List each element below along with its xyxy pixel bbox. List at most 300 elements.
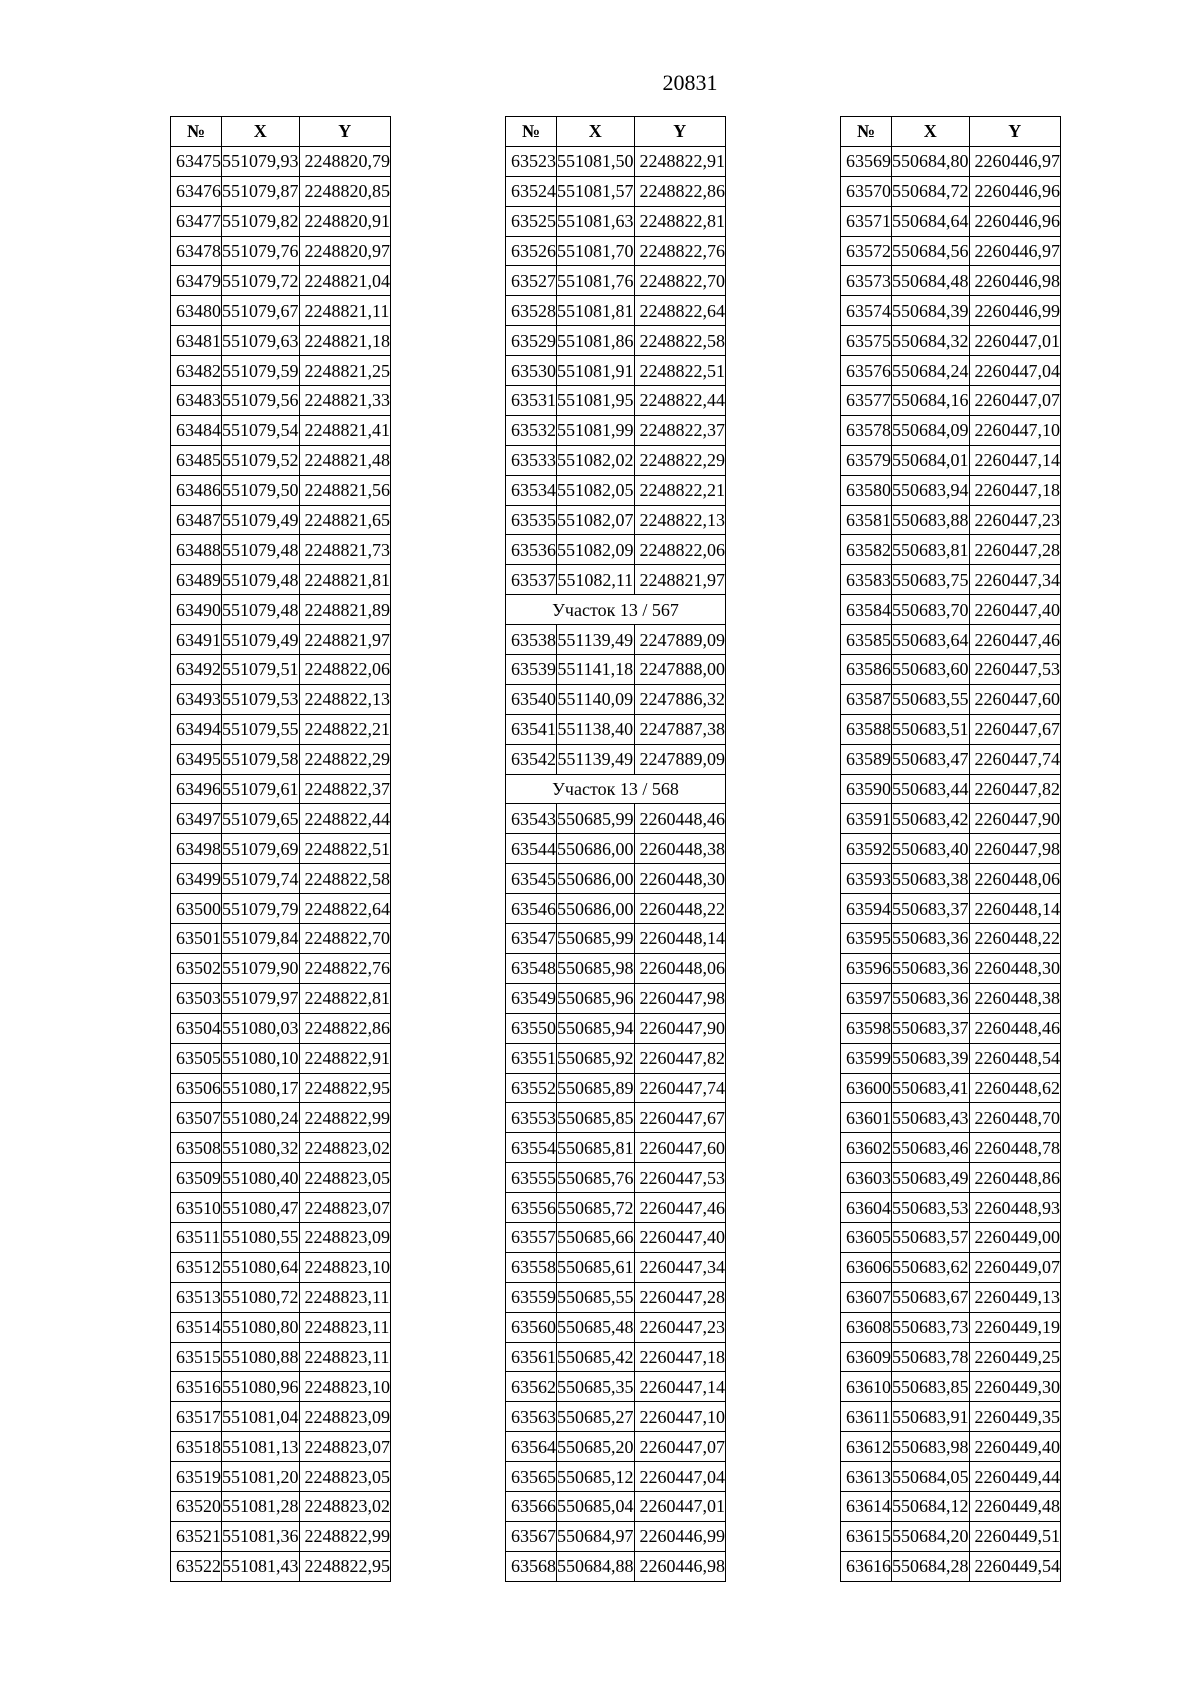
point-number: 63510 xyxy=(171,1193,222,1223)
y-value: 2248823,11 xyxy=(299,1282,391,1312)
y-value: 2248822,37 xyxy=(634,415,726,445)
section-row xyxy=(506,595,726,625)
y-value: 2260447,90 xyxy=(969,804,1061,834)
y-value: 2260447,34 xyxy=(969,565,1061,595)
table-row xyxy=(506,1342,726,1372)
y-value: 2248822,29 xyxy=(634,445,726,475)
table-row xyxy=(506,326,726,356)
table-row xyxy=(841,625,1061,655)
point-number: 63544 xyxy=(506,834,557,864)
x-value: 551079,90 xyxy=(222,953,300,983)
x-value: 550683,70 xyxy=(892,595,970,625)
y-value: 2248823,10 xyxy=(299,1372,391,1402)
table-row xyxy=(841,535,1061,565)
x-value: 551079,67 xyxy=(222,296,300,326)
point-number: 63540 xyxy=(506,684,557,714)
table-row xyxy=(171,1163,391,1193)
y-value: 2248822,95 xyxy=(299,1551,391,1581)
x-value: 550685,99 xyxy=(557,924,635,954)
y-value: 2260447,14 xyxy=(634,1372,726,1402)
x-value: 550683,38 xyxy=(892,864,970,894)
point-number: 63520 xyxy=(171,1491,222,1521)
table-header-row xyxy=(841,117,1061,147)
point-number: 63555 xyxy=(506,1163,557,1193)
table-row xyxy=(841,1342,1061,1372)
x-value: 550685,98 xyxy=(557,953,635,983)
table-row xyxy=(171,1073,391,1103)
x-value: 550683,94 xyxy=(892,475,970,505)
point-number: 63566 xyxy=(506,1491,557,1521)
point-number: 63604 xyxy=(841,1193,892,1223)
x-value: 551139,49 xyxy=(557,744,635,774)
y-value: 2260447,18 xyxy=(969,475,1061,505)
x-value: 551079,69 xyxy=(222,834,300,864)
table-row xyxy=(171,1432,391,1462)
x-value: 551079,74 xyxy=(222,864,300,894)
point-number: 63586 xyxy=(841,655,892,685)
point-number: 63504 xyxy=(171,1013,222,1043)
table-row xyxy=(171,326,391,356)
y-value: 2260448,86 xyxy=(969,1163,1061,1193)
point-number: 63508 xyxy=(171,1133,222,1163)
x-value: 551079,87 xyxy=(222,176,300,206)
table-row xyxy=(171,894,391,924)
x-value: 550683,62 xyxy=(892,1252,970,1282)
x-value: 551081,76 xyxy=(557,266,635,296)
y-value: 2260447,04 xyxy=(634,1462,726,1492)
y-value: 2260448,14 xyxy=(969,894,1061,924)
point-number: 63561 xyxy=(506,1342,557,1372)
y-value: 2260448,06 xyxy=(634,953,726,983)
x-value: 550683,36 xyxy=(892,983,970,1013)
point-number: 63560 xyxy=(506,1312,557,1342)
x-value: 550684,56 xyxy=(892,236,970,266)
point-number: 63549 xyxy=(506,983,557,1013)
table-row xyxy=(841,1252,1061,1282)
table-row xyxy=(506,804,726,834)
table-row xyxy=(506,1163,726,1193)
x-value: 550683,42 xyxy=(892,804,970,834)
y-value: 2260448,38 xyxy=(634,834,726,864)
point-number: 63564 xyxy=(506,1432,557,1462)
x-value: 551079,52 xyxy=(222,445,300,475)
point-number: 63550 xyxy=(506,1013,557,1043)
y-value: 2260447,46 xyxy=(969,625,1061,655)
table-row xyxy=(171,684,391,714)
table-row xyxy=(841,834,1061,864)
x-value: 550683,78 xyxy=(892,1342,970,1372)
point-number: 63531 xyxy=(506,386,557,416)
point-number: 63606 xyxy=(841,1252,892,1282)
table-row xyxy=(506,475,726,505)
coordinate-table-3 xyxy=(840,116,1061,1582)
y-value: 2260446,99 xyxy=(634,1521,726,1551)
table-row xyxy=(171,625,391,655)
point-number: 63502 xyxy=(171,953,222,983)
table-row xyxy=(506,655,726,685)
x-value: 550683,44 xyxy=(892,774,970,804)
x-value: 551080,03 xyxy=(222,1013,300,1043)
x-value: 550684,39 xyxy=(892,296,970,326)
point-number: 63592 xyxy=(841,834,892,864)
point-number: 63523 xyxy=(506,146,557,176)
x-value: 551082,05 xyxy=(557,475,635,505)
y-value: 2248823,02 xyxy=(299,1133,391,1163)
x-value: 551079,48 xyxy=(222,595,300,625)
table-row xyxy=(841,1282,1061,1312)
table-row xyxy=(506,983,726,1013)
point-number: 63543 xyxy=(506,804,557,834)
y-value: 2248821,11 xyxy=(299,296,391,326)
point-number: 63562 xyxy=(506,1372,557,1402)
table-row xyxy=(841,1551,1061,1581)
table-row xyxy=(841,864,1061,894)
y-value: 2248822,13 xyxy=(299,684,391,714)
x-value: 550684,97 xyxy=(557,1521,635,1551)
x-value: 551079,61 xyxy=(222,774,300,804)
y-value: 2260448,38 xyxy=(969,983,1061,1013)
table-header-row xyxy=(171,117,391,147)
y-value: 2260449,25 xyxy=(969,1342,1061,1372)
table-row xyxy=(841,924,1061,954)
table-row xyxy=(506,1402,726,1432)
y-value: 2260449,35 xyxy=(969,1402,1061,1432)
x-value: 551081,70 xyxy=(557,236,635,266)
x-value: 551080,55 xyxy=(222,1222,300,1252)
x-value: 551079,65 xyxy=(222,804,300,834)
y-value: 2260447,74 xyxy=(969,744,1061,774)
y-value: 2260447,82 xyxy=(969,774,1061,804)
y-value: 2248822,21 xyxy=(634,475,726,505)
table-row xyxy=(841,655,1061,685)
point-number: 63488 xyxy=(171,535,222,565)
y-value: 2248821,33 xyxy=(299,386,391,416)
point-number: 63616 xyxy=(841,1551,892,1581)
y-value: 2260448,06 xyxy=(969,864,1061,894)
y-value: 2260446,98 xyxy=(634,1551,726,1581)
x-value: 550684,05 xyxy=(892,1462,970,1492)
y-value: 2260447,14 xyxy=(969,445,1061,475)
table-row xyxy=(841,206,1061,236)
x-value: 551079,54 xyxy=(222,415,300,445)
x-value: 550683,43 xyxy=(892,1103,970,1133)
x-value: 551079,49 xyxy=(222,505,300,535)
table-row xyxy=(506,684,726,714)
header-y: Y xyxy=(299,117,391,147)
table-row xyxy=(841,1432,1061,1462)
point-number: 63571 xyxy=(841,206,892,236)
table-row xyxy=(841,1491,1061,1521)
point-number: 63546 xyxy=(506,894,557,924)
point-number: 63503 xyxy=(171,983,222,1013)
table-row xyxy=(506,1462,726,1492)
x-value: 550685,66 xyxy=(557,1222,635,1252)
point-number: 63519 xyxy=(171,1462,222,1492)
y-value: 2248822,64 xyxy=(634,296,726,326)
table-row xyxy=(506,953,726,983)
header-x: X xyxy=(222,117,300,147)
x-value: 550684,12 xyxy=(892,1491,970,1521)
table-row xyxy=(171,1013,391,1043)
x-value: 551081,04 xyxy=(222,1402,300,1432)
x-value: 551080,10 xyxy=(222,1043,300,1073)
point-number: 63516 xyxy=(171,1372,222,1402)
y-value: 2260448,70 xyxy=(969,1103,1061,1133)
point-number: 63514 xyxy=(171,1312,222,1342)
x-value: 550685,99 xyxy=(557,804,635,834)
y-value: 2260447,07 xyxy=(634,1432,726,1462)
point-number: 63496 xyxy=(171,774,222,804)
x-value: 550683,91 xyxy=(892,1402,970,1432)
table-row xyxy=(171,1103,391,1133)
x-value: 550684,01 xyxy=(892,445,970,475)
y-value: 2260449,00 xyxy=(969,1222,1061,1252)
point-number: 63599 xyxy=(841,1043,892,1073)
point-number: 63490 xyxy=(171,595,222,625)
table-row xyxy=(506,864,726,894)
table-row xyxy=(841,983,1061,1013)
x-value: 550683,73 xyxy=(892,1312,970,1342)
x-value: 550685,27 xyxy=(557,1402,635,1432)
point-number: 63593 xyxy=(841,864,892,894)
table-row xyxy=(841,894,1061,924)
y-value: 2260449,30 xyxy=(969,1372,1061,1402)
x-value: 550685,72 xyxy=(557,1193,635,1223)
table-row xyxy=(171,535,391,565)
point-number: 63590 xyxy=(841,774,892,804)
y-value: 2248823,11 xyxy=(299,1312,391,1342)
x-value: 550683,36 xyxy=(892,953,970,983)
y-value: 2260449,51 xyxy=(969,1521,1061,1551)
x-value: 551081,43 xyxy=(222,1551,300,1581)
x-value: 551079,51 xyxy=(222,655,300,685)
table-row xyxy=(506,415,726,445)
table-row xyxy=(506,535,726,565)
table-row xyxy=(171,953,391,983)
point-number: 63498 xyxy=(171,834,222,864)
point-number: 63600 xyxy=(841,1073,892,1103)
x-value: 551082,07 xyxy=(557,505,635,535)
point-number: 63552 xyxy=(506,1073,557,1103)
y-value: 2260447,46 xyxy=(634,1193,726,1223)
header-x: X xyxy=(557,117,635,147)
x-value: 551079,63 xyxy=(222,326,300,356)
point-number: 63602 xyxy=(841,1133,892,1163)
point-number: 63515 xyxy=(171,1342,222,1372)
x-value: 550684,09 xyxy=(892,415,970,445)
table-row xyxy=(171,296,391,326)
table-row xyxy=(171,744,391,774)
point-number: 63506 xyxy=(171,1073,222,1103)
table-row xyxy=(171,834,391,864)
table-row xyxy=(841,714,1061,744)
table-row xyxy=(506,1312,726,1342)
point-number: 63487 xyxy=(171,505,222,535)
x-value: 551080,80 xyxy=(222,1312,300,1342)
point-number: 63484 xyxy=(171,415,222,445)
point-number: 63587 xyxy=(841,684,892,714)
table-row xyxy=(506,1013,726,1043)
table-row xyxy=(506,1252,726,1282)
y-value: 2248822,99 xyxy=(299,1103,391,1133)
point-number: 63529 xyxy=(506,326,557,356)
y-value: 2260449,48 xyxy=(969,1491,1061,1521)
y-value: 2248822,76 xyxy=(299,953,391,983)
point-number: 63569 xyxy=(841,146,892,176)
x-value: 551079,76 xyxy=(222,236,300,266)
x-value: 551079,50 xyxy=(222,475,300,505)
point-number: 63614 xyxy=(841,1491,892,1521)
x-value: 551079,56 xyxy=(222,386,300,416)
point-number: 63499 xyxy=(171,864,222,894)
y-value: 2260446,96 xyxy=(969,206,1061,236)
y-value: 2248823,07 xyxy=(299,1193,391,1223)
x-value: 551079,59 xyxy=(222,356,300,386)
page-number: 20831 xyxy=(662,70,718,95)
point-number: 63527 xyxy=(506,266,557,296)
y-value: 2260448,14 xyxy=(634,924,726,954)
y-value: 2260447,23 xyxy=(634,1312,726,1342)
point-number: 63574 xyxy=(841,296,892,326)
y-value: 2260448,46 xyxy=(969,1013,1061,1043)
y-value: 2248820,85 xyxy=(299,176,391,206)
table-row xyxy=(506,924,726,954)
point-number: 63524 xyxy=(506,176,557,206)
point-number: 63603 xyxy=(841,1163,892,1193)
y-value: 2248823,09 xyxy=(299,1222,391,1252)
x-value: 550686,00 xyxy=(557,864,635,894)
table-row xyxy=(171,714,391,744)
table-row xyxy=(506,1103,726,1133)
x-value: 551082,11 xyxy=(557,565,635,595)
header-number: № xyxy=(171,117,222,147)
y-value: 2248821,25 xyxy=(299,356,391,386)
x-value: 550685,20 xyxy=(557,1432,635,1462)
table-row xyxy=(841,744,1061,774)
table-row xyxy=(506,445,726,475)
point-number: 63575 xyxy=(841,326,892,356)
table-row xyxy=(841,1043,1061,1073)
x-value: 551081,36 xyxy=(222,1521,300,1551)
point-number: 63608 xyxy=(841,1312,892,1342)
x-value: 550684,72 xyxy=(892,176,970,206)
table-row xyxy=(506,834,726,864)
y-value: 2260447,90 xyxy=(634,1013,726,1043)
table-row xyxy=(171,595,391,625)
x-value: 550683,88 xyxy=(892,505,970,535)
point-number: 63497 xyxy=(171,804,222,834)
point-number: 63537 xyxy=(506,565,557,595)
x-value: 550683,49 xyxy=(892,1163,970,1193)
point-number: 63522 xyxy=(171,1551,222,1581)
table-row xyxy=(506,1521,726,1551)
table-row xyxy=(506,356,726,386)
table-row xyxy=(171,1252,391,1282)
x-value: 551079,82 xyxy=(222,206,300,236)
point-number: 63559 xyxy=(506,1282,557,1312)
x-value: 550683,39 xyxy=(892,1043,970,1073)
x-value: 551079,48 xyxy=(222,535,300,565)
x-value: 551080,17 xyxy=(222,1073,300,1103)
x-value: 550684,88 xyxy=(557,1551,635,1581)
y-value: 2248822,44 xyxy=(299,804,391,834)
y-value: 2248822,06 xyxy=(634,535,726,565)
x-value: 551081,86 xyxy=(557,326,635,356)
point-number: 63570 xyxy=(841,176,892,206)
point-number: 63580 xyxy=(841,475,892,505)
point-number: 63579 xyxy=(841,445,892,475)
x-value: 550685,92 xyxy=(557,1043,635,1073)
table-header-row xyxy=(506,117,726,147)
y-value: 2260448,30 xyxy=(969,953,1061,983)
point-number: 63610 xyxy=(841,1372,892,1402)
point-number: 63493 xyxy=(171,684,222,714)
table-row xyxy=(841,774,1061,804)
point-number: 63511 xyxy=(171,1222,222,1252)
y-value: 2248820,79 xyxy=(299,146,391,176)
point-number: 63577 xyxy=(841,386,892,416)
y-value: 2260448,78 xyxy=(969,1133,1061,1163)
table-row xyxy=(841,1103,1061,1133)
point-number: 63588 xyxy=(841,714,892,744)
point-number: 63479 xyxy=(171,266,222,296)
point-number: 63567 xyxy=(506,1521,557,1551)
point-number: 63598 xyxy=(841,1013,892,1043)
x-value: 550685,48 xyxy=(557,1312,635,1342)
table-row xyxy=(841,595,1061,625)
table-row xyxy=(506,1282,726,1312)
y-value: 2248822,51 xyxy=(299,834,391,864)
y-value: 2260448,54 xyxy=(969,1043,1061,1073)
table-row xyxy=(841,1133,1061,1163)
point-number: 63597 xyxy=(841,983,892,1013)
table-row xyxy=(171,1462,391,1492)
table-row xyxy=(171,983,391,1013)
point-number: 63476 xyxy=(171,176,222,206)
y-value: 2260446,97 xyxy=(969,146,1061,176)
y-value: 2260449,07 xyxy=(969,1252,1061,1282)
table-row xyxy=(841,1402,1061,1432)
point-number: 63611 xyxy=(841,1402,892,1432)
y-value: 2260448,46 xyxy=(634,804,726,834)
y-value: 2248821,97 xyxy=(299,625,391,655)
point-number: 63533 xyxy=(506,445,557,475)
x-value: 551081,13 xyxy=(222,1432,300,1462)
point-number: 63595 xyxy=(841,924,892,954)
x-value: 550683,46 xyxy=(892,1133,970,1163)
y-value: 2260447,60 xyxy=(634,1133,726,1163)
y-value: 2248821,56 xyxy=(299,475,391,505)
y-value: 2248822,91 xyxy=(634,146,726,176)
table-row xyxy=(506,206,726,236)
point-number: 63536 xyxy=(506,535,557,565)
point-number: 63609 xyxy=(841,1342,892,1372)
table-row xyxy=(171,356,391,386)
point-number: 63489 xyxy=(171,565,222,595)
y-value: 2248822,51 xyxy=(634,356,726,386)
table-row xyxy=(841,1312,1061,1342)
table-row xyxy=(171,864,391,894)
y-value: 2247886,32 xyxy=(634,684,726,714)
y-value: 2247889,09 xyxy=(634,744,726,774)
point-number: 63584 xyxy=(841,595,892,625)
y-value: 2248822,76 xyxy=(634,236,726,266)
table-row xyxy=(171,1491,391,1521)
y-value: 2248822,70 xyxy=(299,924,391,954)
x-value: 551079,53 xyxy=(222,684,300,714)
point-number: 63521 xyxy=(171,1521,222,1551)
point-number: 63556 xyxy=(506,1193,557,1223)
